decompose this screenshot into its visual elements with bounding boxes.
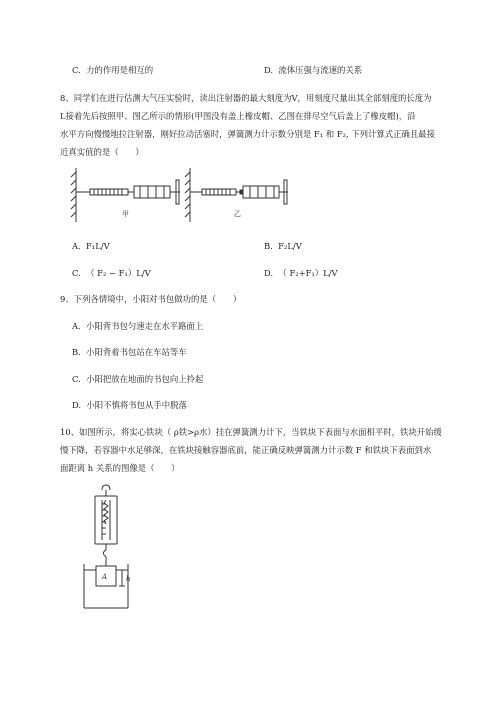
figure-label-block: A (102, 573, 108, 581)
q9-option-a[interactable] (72, 320, 203, 332)
option-label: D. (264, 65, 274, 75)
q8-option-b[interactable] (264, 240, 302, 252)
q8-option-d[interactable] (264, 267, 338, 279)
q9-stem: 9、下列各情境中，小阳对书包做功的是（ ） (60, 294, 242, 304)
option-label: B. (72, 347, 81, 357)
q8-stem-line: 8、同学们在进行估测大气压实验时，读出注射器的最大刻度为V，用刻度尺量出其全部刻度的长度为 (60, 93, 432, 103)
option-label: B. (264, 241, 273, 251)
option-text: （ F₂+F₁）L/V (278, 268, 338, 278)
figure-label-h: h (126, 575, 131, 583)
option-text: （ F₂ − F₁）L/V (86, 268, 151, 278)
q8-stem-line: 水平方向慢慢地拉注射器，刚好拉动活塞时，弹簧测力计示数分别是 F₁ 和 F₂, 下列计算式正确且最接 (60, 129, 436, 139)
q10-stem-line: 慢下降，若容器中水足够深，在铁块接触容器底前，能正确反映弹簧测力计示数 F 和铁块下表面到水 (60, 445, 432, 455)
option-label: D. (264, 268, 274, 278)
figure-label-jia: 甲 (122, 210, 129, 218)
option-label: A. (72, 321, 81, 331)
option-label: A. (72, 241, 81, 251)
wall-right (185, 168, 190, 222)
q8-syringe-figure (68, 164, 300, 228)
q10-stem-line: 10、如图所示，将实心铁块（ ρ铁>ρ水）挂在弹簧测力计下，当铁块下表面与水面相平时，铁块开始缓 (60, 427, 442, 437)
q7-option-c[interactable] (72, 64, 153, 76)
option-text: 力的作用是相互的 (86, 65, 154, 75)
option-text: F₂L/V (278, 241, 302, 251)
option-text: 小阳背着书包站在车站等车 (86, 347, 187, 357)
q9-option-b[interactable] (72, 346, 187, 358)
q8-stem-line: 近真实值的是（ ） (60, 147, 144, 157)
option-label: C. (72, 374, 81, 384)
apparatus-yi (190, 180, 288, 204)
option-text: 流体压强与流速的关系 (278, 65, 363, 75)
option-text: 小阳背书包匀速走在水平路面上 (86, 321, 204, 331)
option-label: C. (72, 65, 81, 75)
q8-option-c[interactable] (72, 267, 151, 279)
q7-option-d[interactable] (264, 64, 362, 76)
q10-stem (60, 423, 468, 477)
option-text: F₁L/V (86, 241, 110, 251)
option-label: D. (72, 400, 82, 410)
q9-option-d[interactable] (72, 399, 187, 411)
figure-label-yi: 乙 (234, 210, 241, 218)
apparatus-jia (76, 180, 180, 204)
q10-spring-scale-figure (78, 484, 144, 612)
option-text: 小阳把放在地面的书包向上拎起 (86, 374, 204, 384)
q9-option-c[interactable] (72, 373, 203, 385)
q8-stem-line: L接着先后按照甲、图乙所示的情形(甲图没有盖上橡皮帽、乙图在排尽空气后盖上了橡皮帽)，沿 (60, 111, 416, 121)
q8-stem (60, 89, 468, 161)
q10-stem-line: 面距离 h 关系的图像是（ ） (60, 463, 180, 473)
option-label: C. (72, 268, 81, 278)
option-text: 小阳不慎将书包从手中脱落 (86, 400, 187, 410)
wall-left (71, 168, 76, 222)
q8-option-a[interactable] (72, 240, 110, 252)
